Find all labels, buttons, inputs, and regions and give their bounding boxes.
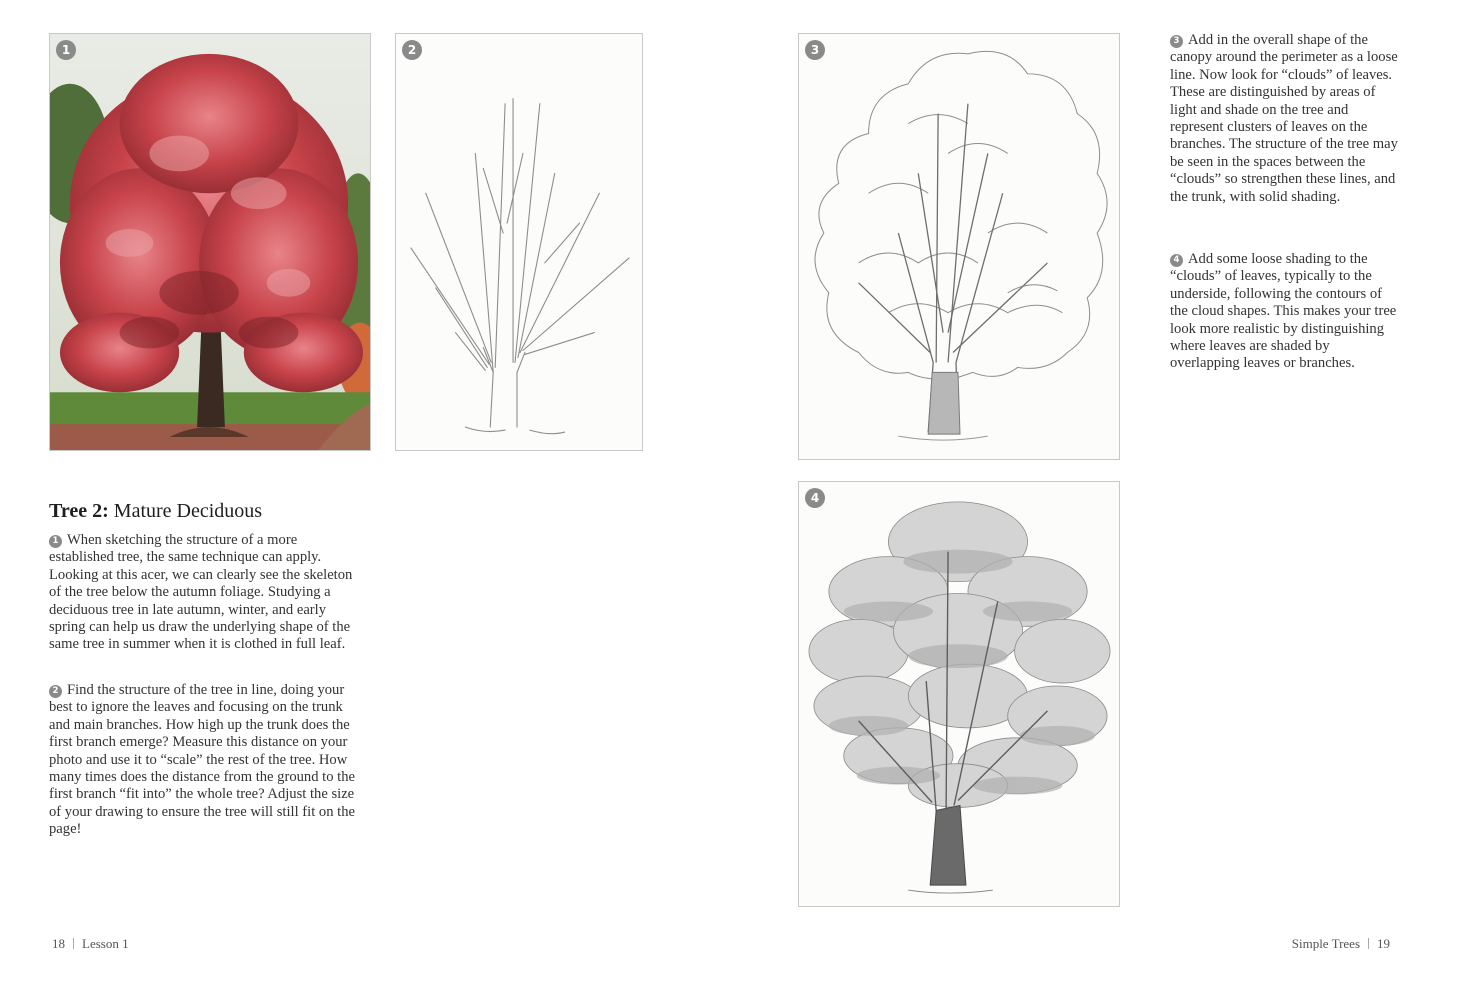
footer-left — [52, 936, 129, 952]
step-1-number: 1 — [49, 535, 62, 548]
step-4-number: 4 — [1170, 254, 1183, 267]
footer-divider — [1368, 938, 1369, 949]
step-2-number: 2 — [49, 685, 62, 698]
left-running-head: Lesson 1 — [82, 936, 129, 951]
left-page-number: 18 — [52, 936, 65, 951]
shaded-tree-sketch — [798, 481, 1120, 907]
section-title-bold: Tree 2: — [49, 500, 109, 522]
step-4-paragraph — [1170, 251, 1402, 373]
section-title-rest: Mature Deciduous — [108, 500, 263, 522]
acer-photo-image — [50, 34, 370, 450]
right-running-head: Simple Trees — [1291, 936, 1360, 951]
section-title — [49, 497, 262, 525]
step-4-text: Add some loose shading to the “clouds” of leaves, typically to the underside, following the contours of the cloud shapes. This makes your tree look more realistic by distinguishing where leaves are shaded by overlapping leaves or branches. — [1170, 251, 1397, 372]
footer-right — [1292, 936, 1390, 952]
footer-divider — [73, 938, 74, 949]
canopy-outline-drawing — [799, 34, 1119, 459]
step-badge-4: 4 — [805, 488, 825, 508]
step-1-paragraph — [49, 532, 359, 654]
step-2-paragraph — [49, 682, 359, 839]
canopy-outline-sketch — [798, 33, 1120, 460]
shaded-canopy-drawing — [799, 482, 1119, 906]
step-3-paragraph — [1170, 32, 1402, 206]
step-3-number: 3 — [1170, 35, 1183, 48]
right-page-number: 19 — [1377, 936, 1390, 951]
step-badge-2: 2 — [402, 40, 422, 60]
branch-lines-drawing — [396, 34, 642, 450]
step-1-text: When sketching the structure of a more established tree, the same technique can apply. Looking at this acer, we can clearly see the skeleton of the tree below the autumn foliage. Studying a deciduous tree in late autumn, winter, and early spring can help us draw the underlying shape of the same tree in summer when it is clothed in full leaf. — [49, 532, 353, 653]
step-badge-3: 3 — [805, 40, 825, 60]
autumn-acer-photo — [49, 33, 371, 451]
step-badge-1: 1 — [56, 40, 76, 60]
step-3-text: Add in the overall shape of the canopy around the perimeter as a loose line. Now look for “clouds” of leaves. These are distinguished by areas of light and shade on the tree and represent clusters of leaves on the branches. The structure of the tree may be seen in the spaces between the “clouds” so strengthen these lines, and the trunk, with solid shading. — [1170, 32, 1398, 205]
structure-line-sketch — [395, 33, 643, 451]
step-2-text: Find the structure of the tree in line, doing your best to ignore the leaves and focusing on the trunk and main branches. How high up the trunk does the first branch emerge? Measure this distance on your photo and use it to “scale” the rest of the tree. How many times does the distance from the ground to the first branch “fit into” the whole tree? Adjust the size of your drawing to ensure the tree will still fit on the page! — [49, 682, 355, 838]
